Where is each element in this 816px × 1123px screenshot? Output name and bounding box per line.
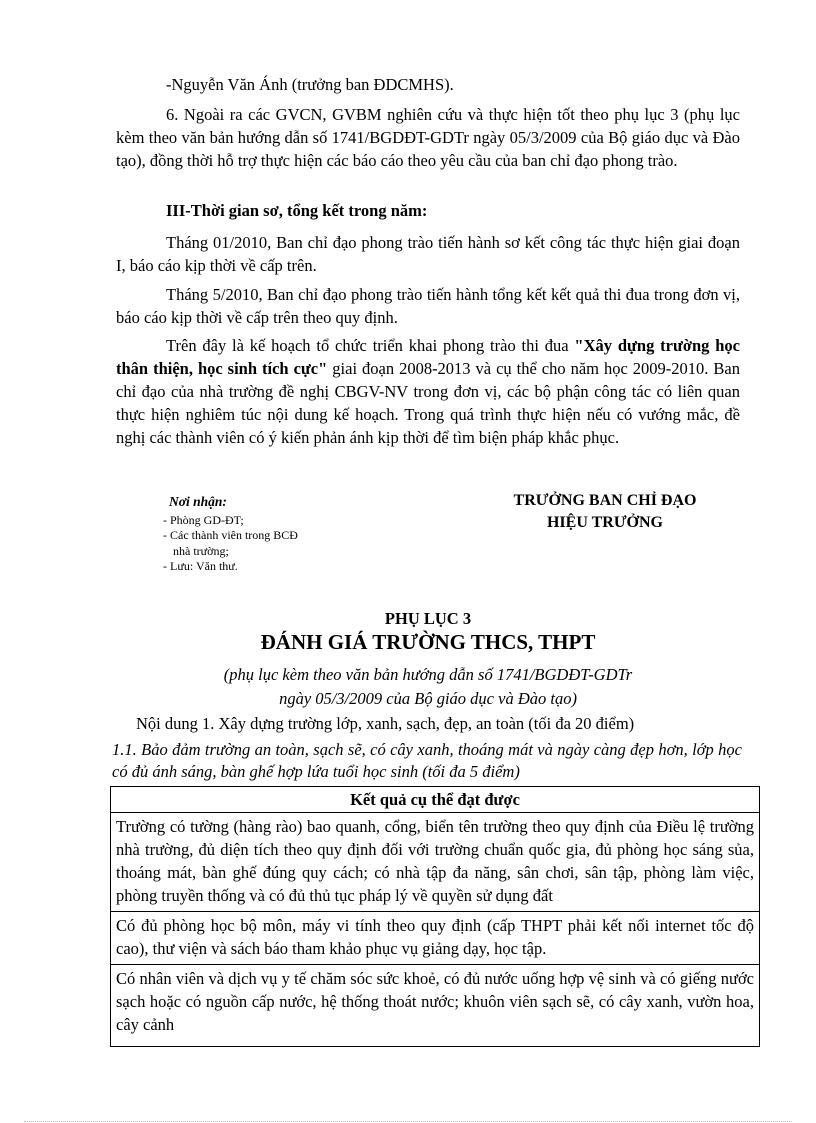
table-row: [111, 813, 760, 912]
recipient-item: - Phòng GD-ĐT;: [163, 512, 244, 527]
closing-paragraph: [116, 334, 740, 449]
criteria-table: [110, 786, 760, 1047]
table-cell: Trường có tường (hàng rào) bao quanh, cổng, biển tên trường theo quy định của Điều lệ trường nhà trường, đủ diện tích theo quy định đối với trường chuẩn quốc gia, đủ phòng học sáng sủa, thoáng mát, bàn ghế đúng quy cách; có nhà tập đa năng, sân chơi, sân tập, phòng làm việc, phòng truyền thống và có đủ thủ tục pháp lý về quyền sử dụng đất: [111, 813, 760, 912]
table-row: [111, 912, 760, 965]
table-row: [111, 965, 760, 1047]
recipient-item: nhà trường;: [173, 543, 229, 558]
paragraph-may: Tháng 5/2010, Ban chỉ đạo phong trào tiến hành tổng kết kết quả thi đua trong đơn vị, báo cáo kịp thời về cấp trên theo quy định.: [116, 285, 740, 327]
appendix-subtitle-line-1: (phụ lục kèm theo văn bản hướng dẫn số 1741/BGDĐT-GDTr: [223, 665, 633, 684]
appendix-label: PHỤ LỤC 3: [384, 609, 472, 628]
appendix-subtitle-line-2: ngày 05/3/2009 của Bộ giáo dục và Đào tạo): [279, 689, 577, 708]
recipient-item: - Lưu: Văn thư.: [163, 559, 238, 573]
committee-member-line: -Nguyễn Văn Ánh (trưởng ban ĐDCMHS).: [166, 75, 454, 94]
closing-text-pre: Trên đây là kế hoạch tổ chức triển khai phong trào thi đua: [166, 336, 575, 355]
signature-role: HIỆU TRƯỞNG: [546, 514, 663, 531]
section-iii-heading: III-Thời gian sơ, tổng kết trong năm:: [166, 201, 428, 220]
recipient-item: - Các thành viên trong BCĐ: [163, 528, 298, 542]
signature-title: TRƯỞNG BAN CHỈ ĐẠO: [513, 492, 697, 509]
table-cell: Có đủ phòng học bộ môn, máy vi tính theo quy định (cấp THPT phải kết nối internet tốc độ cao), thư viện và sách báo tham khảo phục vụ giảng dạy, học tập.: [111, 912, 760, 965]
table-header: Kết quả cụ thể đạt được: [111, 787, 760, 813]
closing-text-post: giai đoạn 2008-2013 và cụ thể cho năm học 2009-2010. Ban chỉ đạo của nhà trường đề nghị CBGV-NV trong đơn vị, các bộ phận công tác có liên quan thực hiện nghiêm túc nội dung kế hoạch. Trong quá trình thực hiện nếu có vướng mắc, đề nghị các thành viên có ý kiến phản ánh kịp thời để tìm biện pháp khắc phục.: [116, 359, 740, 447]
item-1-1: 1.1. Bảo đảm trường an toàn, sạch sẽ, có cây xanh, thoáng mát và ngày càng đẹp hơn, lớp học có đủ ánh sáng, bàn ghế hợp lứa tuổi học sinh (tối đa 5 điểm): [112, 740, 742, 781]
signature-block: [470, 490, 740, 534]
page-bottom-divider: [24, 1121, 792, 1122]
appendix-title: ĐÁNH GIÁ TRƯỜNG THCS, THPT: [260, 630, 596, 654]
table-cell: Có nhân viên và dịch vụ y tế chăm sóc sức khoẻ, có đủ nước uống hợp vệ sinh và có giếng nước sạch hoặc có nguồn cấp nước, hệ thống thoát nước; khuôn viên sạch sẽ, có cây xanh, vườn hoa, cây cảnh: [111, 965, 760, 1047]
paragraph-6: 6. Ngoài ra các GVCN, GVBM nghiên cứu và thực hiện tốt theo phụ lục 3 (phụ lục kèm theo văn bản hướng dẫn số 1741/BGDĐT-GDTr ngày 05/3/2009 của Bộ giáo dục và Đào tạo), đồng thời hỗ trợ thực hiện các báo cáo theo yêu cầu của ban chỉ đạo phong trào.: [116, 105, 740, 170]
content-1-heading: Nội dung 1. Xây dựng trường lớp, xanh, sạch, đẹp, an toàn (tối đa 20 điểm): [136, 714, 635, 733]
recipients-title: Nơi nhận:: [169, 494, 227, 509]
recipients-block: [163, 494, 298, 575]
campaign-name: "Xây dựng trường học thân thiện, học sinh tích cực": [116, 336, 740, 378]
paragraph-january: Tháng 01/2010, Ban chỉ đạo phong trào tiến hành sơ kết công tác thực hiện giai đoạn I, báo cáo kịp thời về cấp trên.: [116, 233, 740, 275]
